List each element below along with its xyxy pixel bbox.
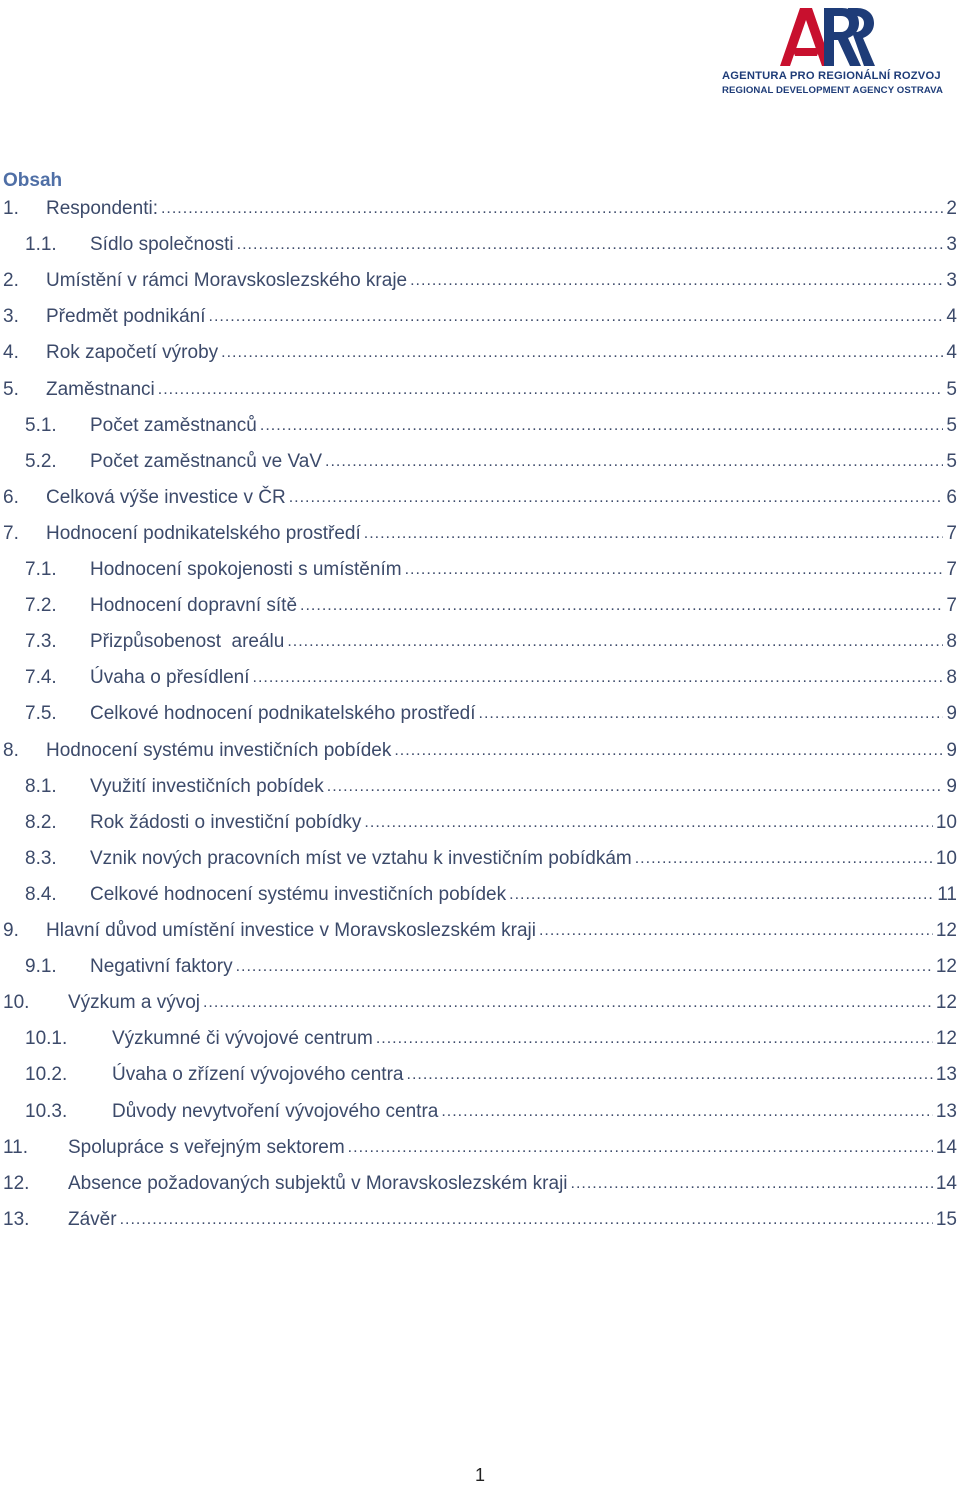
- toc-title: Obsah: [3, 170, 63, 191]
- toc-entry-label[interactable]: Hlavní důvod umístění investice v Moravskoslezském kraji: [46, 920, 536, 941]
- logo-agency-name-en: REGIONAL DEVELOPMENT AGENCY OSTRAVA: [722, 85, 943, 96]
- toc-entry-page[interactable]: 5: [946, 414, 957, 436]
- toc-entry-label[interactable]: Spolupráce s veřejným sektorem: [68, 1136, 345, 1158]
- toc-entry-page[interactable]: 12: [935, 992, 957, 1014]
- toc-entry-number: 5.1.: [25, 414, 57, 436]
- toc-entry-number: 10.: [3, 992, 30, 1014]
- logo-agency-name-cz: AGENTURA PRO REGIONÁLNÍ ROZVOJ: [722, 70, 941, 82]
- toc-entry-page[interactable]: 13: [935, 1064, 957, 1086]
- toc-entry-label[interactable]: Přizpůsobenost areálu: [90, 631, 285, 653]
- toc-entry[interactable]: [25, 589, 957, 623]
- toc-entry-label[interactable]: Hodnocení systému investičních pobídek: [46, 739, 392, 761]
- arr-logo: [712, 6, 942, 98]
- toc-entry-label[interactable]: Hodnocení dopravní sítě: [90, 595, 298, 617]
- toc-entry-page[interactable]: 12: [935, 956, 957, 978]
- toc-entry[interactable]: [25, 625, 957, 659]
- toc-entry[interactable]: [25, 806, 957, 840]
- toc-entry-label[interactable]: Respondenti:: [46, 198, 158, 219]
- toc-leader-dots: [509, 878, 934, 912]
- toc-leader-dots: [300, 589, 943, 623]
- toc-leader-dots: [394, 734, 943, 768]
- toc-entry-page[interactable]: 14: [935, 1136, 957, 1158]
- toc-leader-dots: [376, 1022, 933, 1056]
- toc-entry-page[interactable]: 5: [946, 450, 957, 472]
- toc-leader-dots: [325, 445, 943, 479]
- toc-entry-number: 12.: [3, 1172, 30, 1194]
- toc-entry[interactable]: [25, 770, 957, 804]
- toc-entry-page[interactable]: 3: [946, 270, 957, 292]
- toc-entry[interactable]: [25, 878, 957, 912]
- toc-entry-page[interactable]: 12: [935, 1028, 957, 1050]
- toc-entry-page[interactable]: 3: [946, 234, 957, 256]
- toc-entry[interactable]: [25, 1022, 957, 1056]
- toc-entry-label[interactable]: Rok žádosti o investiční pobídky: [90, 811, 362, 833]
- toc-entry-label[interactable]: Zaměstnanci: [46, 378, 155, 400]
- toc-entry-number: 1.: [3, 198, 19, 219]
- toc-leader-dots: [405, 553, 944, 587]
- toc-entry-number: 9.: [3, 920, 19, 941]
- toc-entry-label[interactable]: Negativní faktory: [90, 956, 233, 978]
- toc-entry-page[interactable]: 2: [946, 198, 957, 219]
- toc-leader-dots: [364, 806, 932, 840]
- toc-entry-page[interactable]: 7: [946, 559, 957, 580]
- toc-entry-number: 1.1.: [25, 234, 57, 256]
- toc-entry-label[interactable]: Závěr: [68, 1208, 117, 1230]
- toc-entry[interactable]: [25, 1058, 957, 1092]
- toc-entry-page[interactable]: 14: [935, 1172, 957, 1194]
- toc-leader-dots: [221, 336, 943, 370]
- toc-entry-page[interactable]: 11: [937, 883, 957, 905]
- arr-logo-mark: [780, 6, 880, 68]
- toc-entry-page[interactable]: 9: [946, 703, 957, 725]
- toc-entry-number: 8.1.: [25, 775, 57, 797]
- toc-leader-dots: [260, 409, 944, 443]
- toc-leader-dots: [253, 661, 944, 695]
- toc-entry-label[interactable]: Hodnocení spokojenosti s umístěním: [90, 559, 402, 580]
- toc-entry-number: 4.: [3, 342, 19, 364]
- toc-entry[interactable]: [3, 914, 957, 948]
- toc-entry-page[interactable]: 6: [946, 486, 957, 508]
- toc-leader-dots: [635, 842, 933, 876]
- toc-entry-number: 8.2.: [25, 811, 57, 833]
- toc-leader-dots: [203, 986, 933, 1020]
- toc-entry-page[interactable]: 10: [935, 847, 957, 869]
- toc-leader-dots: [209, 300, 944, 334]
- toc-entry-number: 6.: [3, 486, 19, 508]
- toc-leader-dots: [237, 228, 944, 262]
- toc-entry-number: 13.: [3, 1208, 30, 1230]
- toc-entry[interactable]: [3, 192, 957, 226]
- toc-entry[interactable]: [3, 264, 957, 298]
- toc-entry[interactable]: [3, 373, 957, 407]
- toc-entry-label[interactable]: Úvaha o zřízení vývojového centra: [112, 1064, 404, 1086]
- toc-leader-dots: [441, 1095, 933, 1129]
- toc-entry[interactable]: [3, 336, 957, 370]
- toc-leader-dots: [287, 625, 943, 659]
- toc-entry[interactable]: [3, 481, 957, 515]
- toc-entry-number: 10.3.: [25, 1100, 68, 1122]
- toc-entry-number: 7.3.: [25, 631, 57, 653]
- toc-leader-dots: [407, 1058, 933, 1092]
- toc-entry-page[interactable]: 7: [946, 595, 957, 617]
- toc-entry[interactable]: [25, 445, 957, 479]
- toc-entry[interactable]: [25, 228, 957, 262]
- toc-entry-number: 2.: [3, 270, 19, 292]
- toc-entry[interactable]: [25, 842, 957, 876]
- toc-entry-number: 3.: [3, 306, 19, 328]
- toc-entry-number: 8.4.: [25, 883, 57, 905]
- toc-entry-number: 5.2.: [25, 450, 57, 472]
- toc-entry[interactable]: [3, 517, 957, 551]
- toc-leader-dots: [479, 697, 944, 731]
- toc-entry-label[interactable]: Důvody nevytvoření vývojového centra: [112, 1100, 439, 1122]
- toc-entry[interactable]: [25, 409, 957, 443]
- toc-entry[interactable]: [3, 1131, 957, 1165]
- toc-leader-dots: [348, 1131, 933, 1165]
- toc-entry-label[interactable]: Vznik nových pracovních míst ve vztahu k investičním pobídkám: [90, 847, 632, 869]
- toc-entry-number: 10.2.: [25, 1064, 68, 1086]
- toc-entry-label[interactable]: Celková výše investice v ČR: [46, 486, 286, 508]
- toc-entry-label[interactable]: Výzkumné či vývojové centrum: [112, 1028, 373, 1050]
- toc-entry-page[interactable]: 10: [935, 811, 957, 833]
- toc-entry-page[interactable]: 8: [946, 631, 957, 653]
- toc-entry-label[interactable]: Využití investičních pobídek: [90, 775, 324, 797]
- toc-entry-page[interactable]: 4: [946, 306, 957, 328]
- toc-entry-number: 7.2.: [25, 595, 57, 617]
- toc-entry-number: 8.3.: [25, 847, 57, 869]
- toc-entry[interactable]: [25, 950, 957, 984]
- toc-entry-label[interactable]: Úvaha o přesídlení: [90, 667, 250, 689]
- toc-entry-label[interactable]: Absence požadovaných subjektů v Moravskoslezském kraji: [68, 1172, 568, 1194]
- toc-leader-dots: [410, 264, 943, 298]
- toc-entry-page[interactable]: 12: [935, 920, 957, 941]
- toc-entry[interactable]: [25, 553, 957, 587]
- toc-entry[interactable]: [3, 300, 957, 334]
- toc-leader-dots: [539, 914, 933, 948]
- toc-entry-number: 7.1.: [25, 559, 57, 580]
- toc-leader-dots: [364, 517, 944, 551]
- toc-entry-label[interactable]: Výzkum a vývoj: [68, 992, 200, 1014]
- toc-entry-page[interactable]: 5: [946, 378, 957, 400]
- toc-entry-label[interactable]: Předmět podnikání: [46, 306, 206, 328]
- toc-entry-number: 7.: [3, 522, 19, 544]
- toc-entry-label[interactable]: Počet zaměstnanců ve VaV: [90, 450, 322, 472]
- toc-leader-dots: [327, 770, 944, 804]
- toc-leader-dots: [236, 950, 933, 984]
- toc-entry-number: 8.: [3, 739, 19, 761]
- toc-entry[interactable]: [3, 986, 957, 1020]
- toc-entry-label[interactable]: Umístění v rámci Moravskoslezského kraje: [46, 270, 408, 292]
- toc-leader-dots: [571, 1167, 933, 1201]
- toc-entry-page[interactable]: 4: [946, 342, 957, 364]
- toc-entry-label[interactable]: Celkové hodnocení podnikatelského prostředí: [90, 703, 476, 725]
- toc-leader-dots: [161, 192, 943, 226]
- toc-entry-label[interactable]: Celkové hodnocení systému investičních pobídek: [90, 883, 507, 905]
- toc-entry-number: 7.4.: [25, 667, 57, 689]
- toc-leader-dots: [289, 481, 944, 515]
- toc-entry[interactable]: [3, 1203, 957, 1237]
- toc-entry-page[interactable]: 15: [935, 1208, 957, 1230]
- toc-entry-number: 11.: [3, 1136, 29, 1158]
- toc-entry-label[interactable]: Rok započetí výroby: [46, 342, 219, 364]
- toc-entry-page[interactable]: 9: [946, 739, 957, 761]
- toc-leader-dots: [158, 373, 944, 407]
- toc-entry-number: 9.1.: [25, 956, 57, 978]
- toc-entry[interactable]: [25, 1095, 957, 1129]
- toc-entry-label[interactable]: Hodnocení podnikatelského prostředí: [46, 522, 361, 544]
- toc-entry-page[interactable]: 8: [946, 667, 957, 689]
- toc-entry-label[interactable]: Sídlo společnosti: [90, 234, 234, 256]
- toc-entry-page[interactable]: 9: [946, 775, 957, 797]
- toc-entry[interactable]: [3, 1167, 957, 1201]
- toc-entry-number: 5.: [3, 378, 19, 400]
- toc-entry[interactable]: [3, 734, 957, 768]
- toc-entry-page[interactable]: 7: [946, 522, 957, 544]
- toc-entry-label[interactable]: Počet zaměstnanců: [90, 414, 257, 436]
- toc-leader-dots: [120, 1203, 933, 1237]
- toc-entry[interactable]: [25, 697, 957, 731]
- toc-entry[interactable]: [25, 661, 957, 695]
- toc-entry-page[interactable]: 13: [935, 1100, 957, 1122]
- toc-entry-number: 7.5.: [25, 703, 57, 725]
- page-number: 1: [474, 1465, 485, 1485]
- toc-entry-number: 10.1.: [25, 1028, 68, 1050]
